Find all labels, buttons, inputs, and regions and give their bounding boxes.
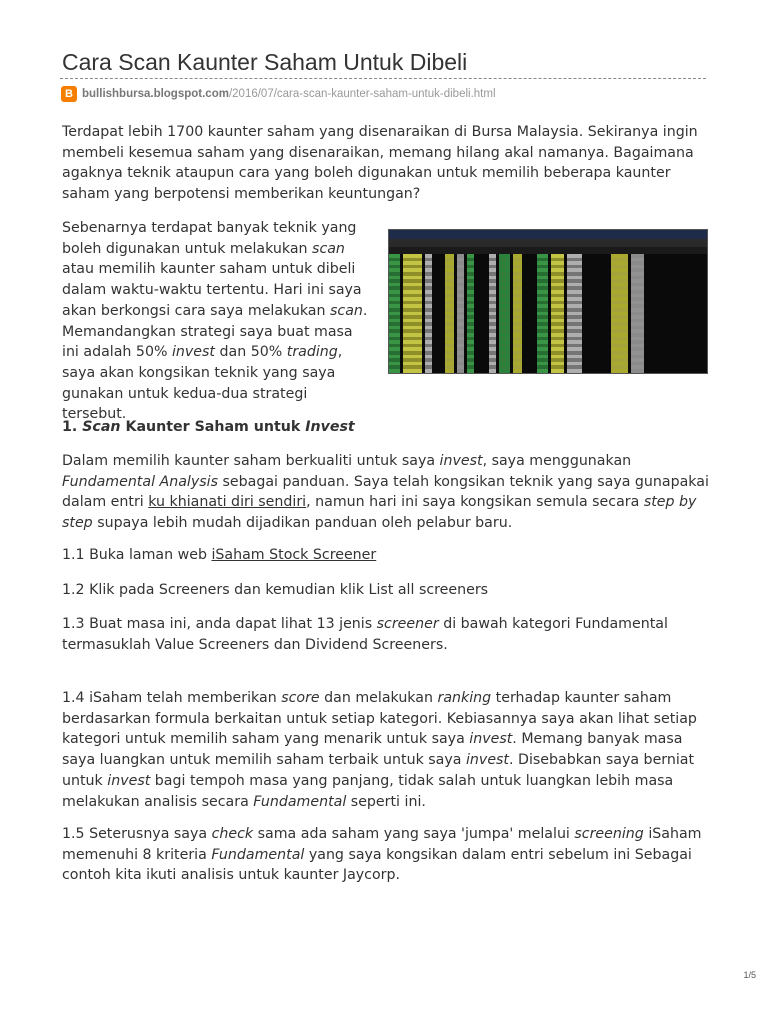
step-1-3: 1.3 Buat masa ini, anda dapat lihat 13 jenis screener di bawah kategori Fundamental termasuklah Value Screeners dan Dividend Screeners. (62, 616, 668, 653)
screenshot-title-bar (389, 230, 707, 239)
blogger-icon: B (61, 86, 77, 102)
section-heading: 1. Scan Kaunter Saham untuk Invest (62, 419, 355, 435)
title-divider (60, 78, 706, 79)
page-title: Cara Scan Kaunter Saham Untuk Dibeli (62, 49, 468, 75)
link-isaham-screener[interactable]: iSaham Stock Screener (211, 547, 377, 563)
paragraph-analysis: Dalam memilih kaunter saham berkualiti untuk saya invest, saya menggunakan Fundamental Analysis sebagai panduan. Saya telah kongsikan teknik yang saya gunapakai dalam entri ku khianati diri sendiri, namun hari ini saya kongsikan semula secara step by step supaya lebih mudah dijadikan panduan oleh pelabur baru. (62, 453, 709, 532)
step-1-4: 1.4 iSaham telah memberikan score dan melakukan ranking terhadap kaunter saham berdasarkan formula berkaitan untuk setiap kategori. Kebiasannya saya akan lihat setiap kategori untuk memilih saham yang menarik untuk saya invest. Memang banyak masa saya luangkan untuk memilih saham terbaik untuk saya invest. Disebabkan saya berniat untuk invest bagi tempoh masa yang panjang, tidak salah untuk luangkan lebih masa melakukan analisis secara Fundamental seperti ini. (62, 690, 697, 810)
step-1-5: 1.5 Seterusnya saya check sama ada saham yang saya 'jumpa' melalui screening iSaham memenuhi 8 kriteria Fundamental yang saya kongsikan dalam entri sebelum ini Sebagai contoh kita ikuti analisis untuk kaunter Jaycorp. (62, 826, 702, 884)
page-number: 1/5 (743, 970, 756, 980)
screenshot-table-row (389, 369, 707, 373)
paragraph-technique: Sebenarnya terdapat banyak teknik yang boleh digunakan untuk melakukan scan atau memilih kaunter saham untuk dibeli dalam waktu-waktu tertentu. Hari ini saya akan berkongsi cara saya melakukan scan. Memandangkan strategi saya buat masa ini adalah 50% invest dan 50% trading, saya akan kongsikan teknik yang saya gunakan untuk kedua-dua strategi tersebut. (62, 220, 368, 423)
screenshot-table (389, 254, 707, 373)
step-1-2: 1.2 Klik pada Screeners dan kemudian klik List all screeners (62, 582, 489, 598)
source-host[interactable]: bullishbursa.blogspot.com (82, 88, 229, 100)
screenshot-toolbar (389, 239, 707, 247)
step-1-1: 1.1 Buka laman web iSaham Stock Screener (62, 547, 377, 563)
paragraph-intro: Terdapat lebih 1700 kaunter saham yang disenaraikan di Bursa Malaysia. Sekiranya ingin membeli kesemua saham yang disenaraikan, memang hilang akal namanya. Bagaimana agaknya teknik ataupun cara yang boleh digunakan untuk memilih beberapa kaunter saham yang berpotensi memberikan keuntungan? (62, 124, 698, 203)
link-ku-khianati[interactable]: ku khianati diri sendiri (148, 494, 307, 511)
source-path[interactable]: /2016/07/cara-scan-kaunter-saham-untuk-dibeli.html (228, 88, 496, 100)
source-url[interactable] (61, 86, 496, 102)
stock-screener-screenshot (388, 229, 708, 374)
screenshot-header-row (389, 247, 707, 254)
